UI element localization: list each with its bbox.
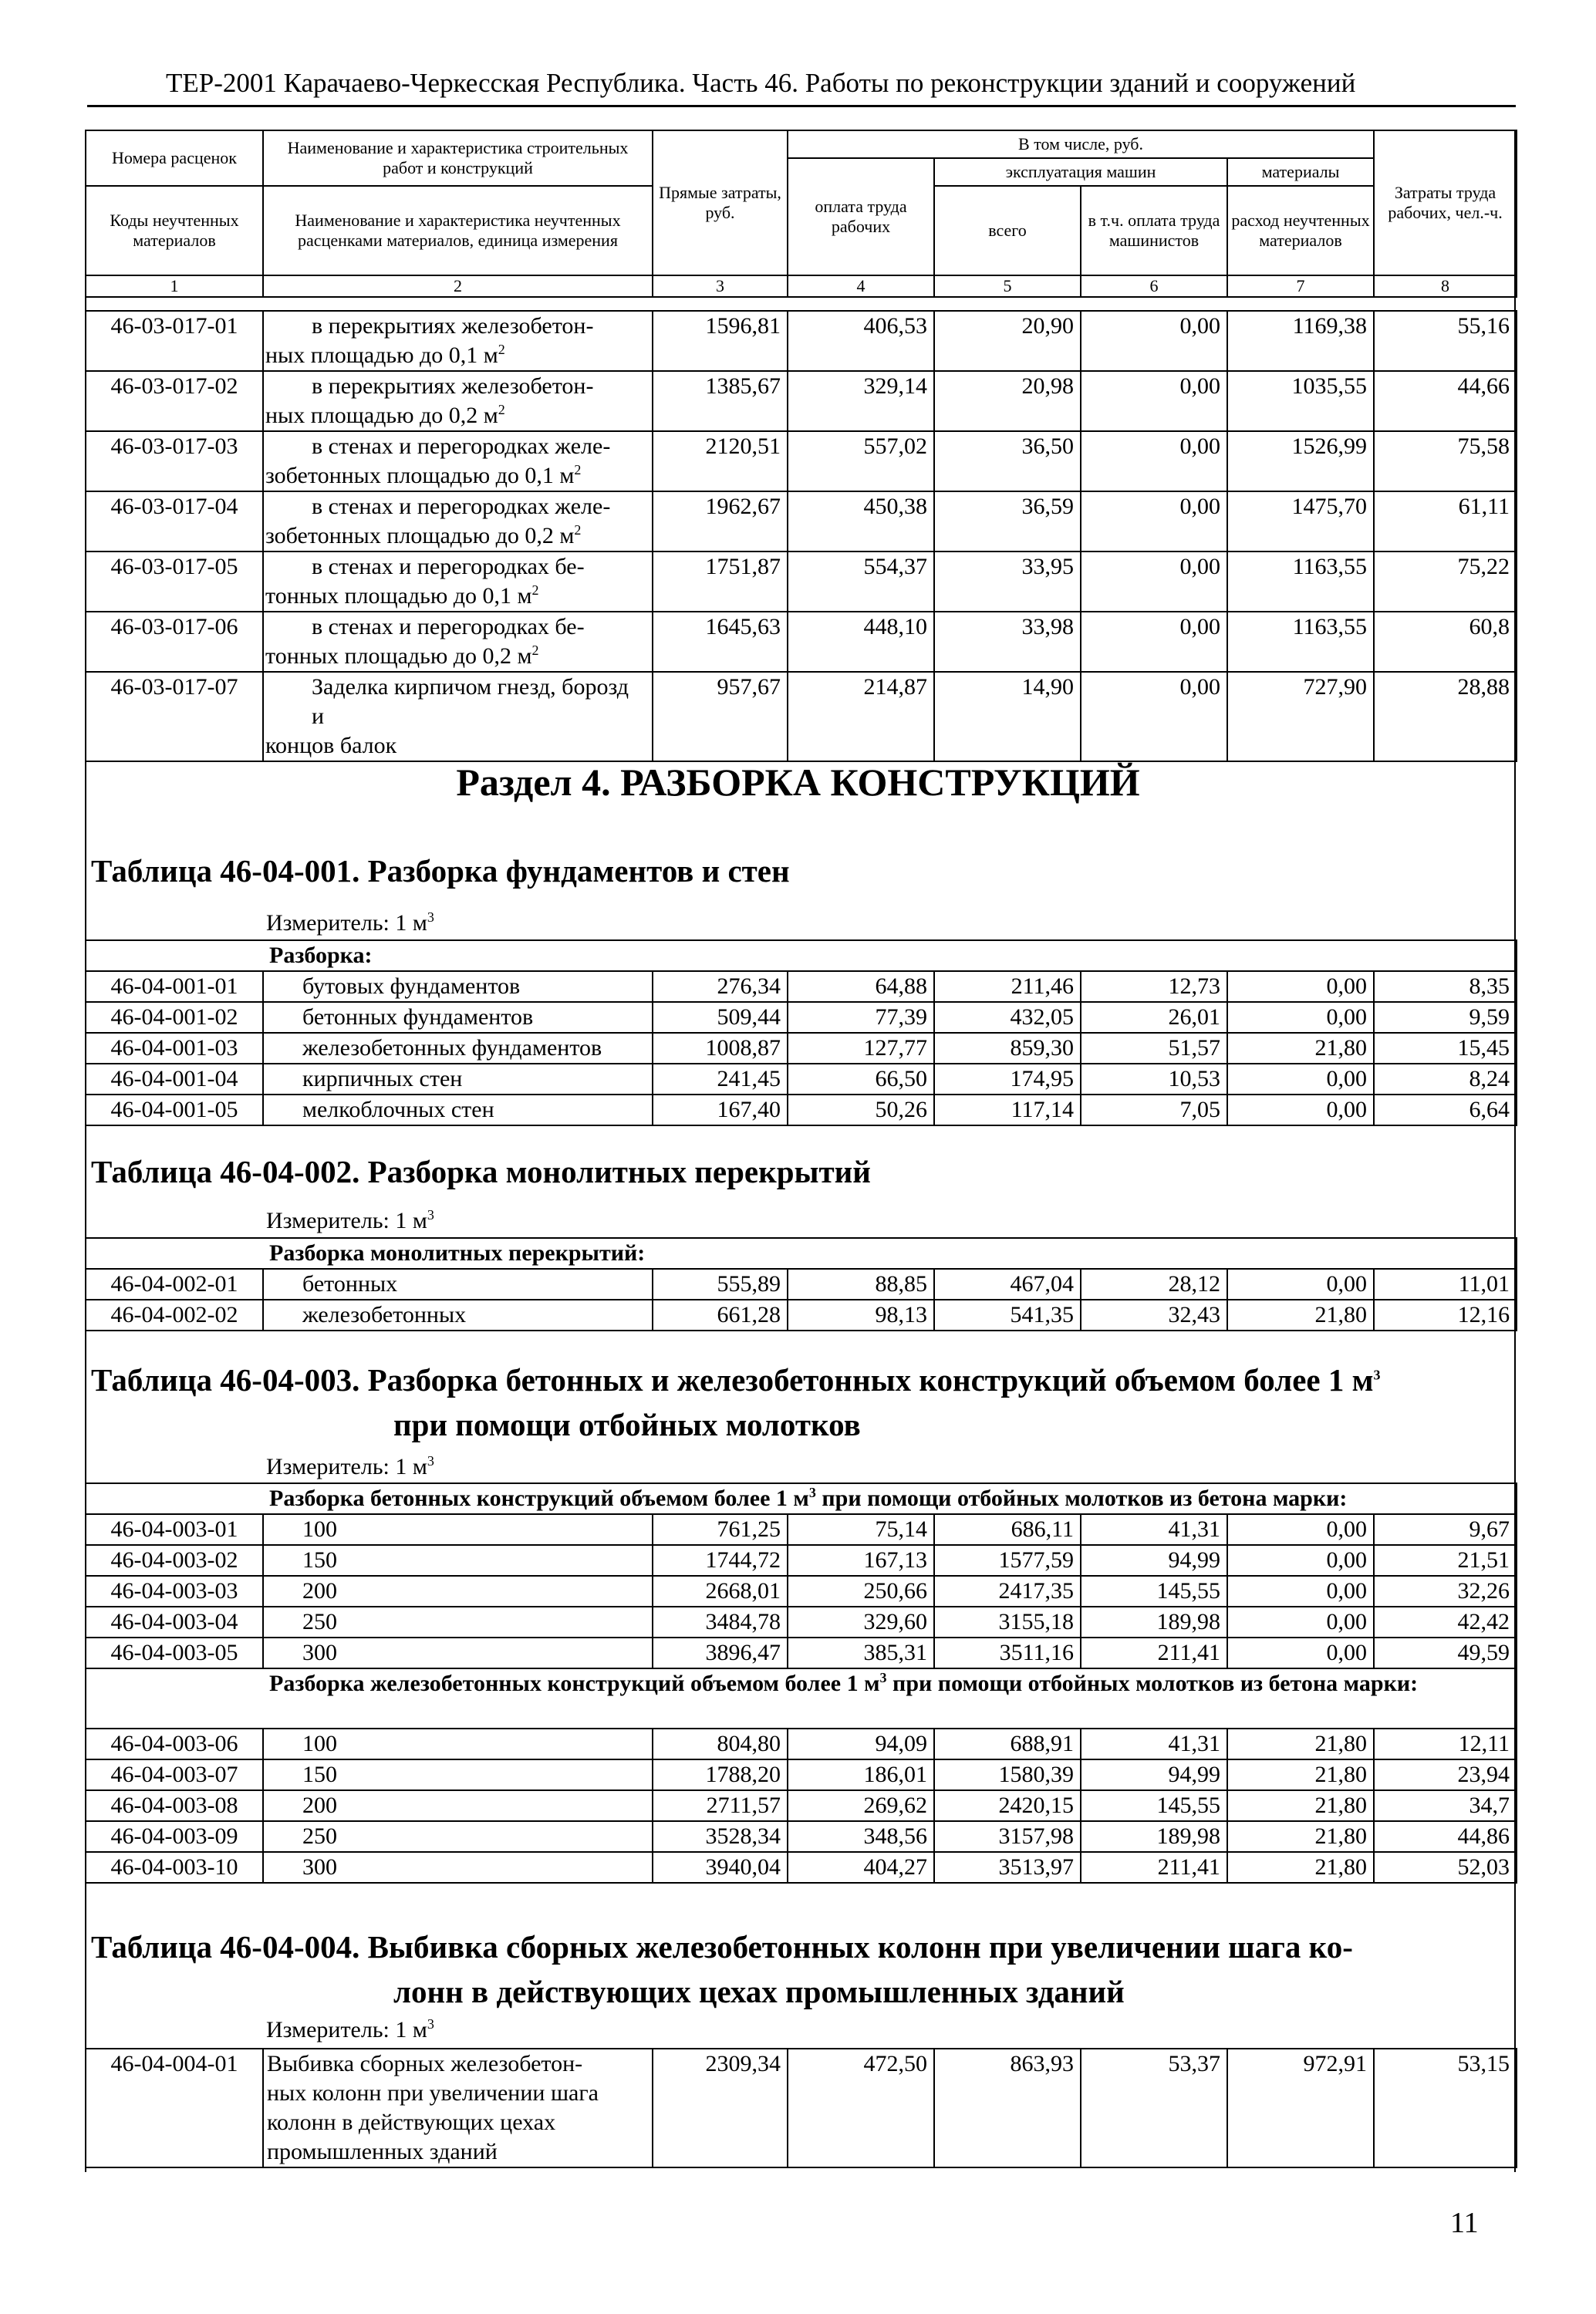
value-cell: 1035,55: [1227, 371, 1374, 431]
value-cell: 0,00: [1081, 371, 1227, 431]
value-cell: 1788,20: [653, 1759, 788, 1790]
value-cell: 88,85: [788, 1269, 934, 1300]
value-cell: 21,80: [1227, 1821, 1374, 1852]
value-cell: 250,66: [788, 1576, 934, 1607]
group-label: Разборка:: [263, 940, 1517, 971]
value-cell: 957,67: [653, 672, 788, 761]
work-description: Заделка кирпичом гнезд, борозд и концов балок: [263, 672, 653, 761]
work-description: в стенах и перегородках бе- тонных площадью до 0,2 $м^2$: [263, 612, 653, 672]
rate-code: 46-04-004-01: [86, 2049, 263, 2167]
work-description: 100: [263, 1514, 653, 1545]
value-cell: 406,53: [788, 311, 934, 371]
value-cell: 0,00: [1227, 1607, 1374, 1638]
rate-code: 46-03-017-05: [86, 552, 263, 612]
table-row: [86, 672, 1517, 761]
value-cell: 1526,99: [1227, 431, 1374, 491]
value-cell: 167,13: [788, 1545, 934, 1576]
table-row: [86, 371, 1517, 431]
value-cell: 0,00: [1227, 1095, 1374, 1125]
column-header-table: [85, 130, 1517, 298]
table-46-04-001: [85, 939, 1517, 1126]
value-cell: 36,59: [934, 491, 1081, 552]
rate-code: 46-03-017-07: [86, 672, 263, 761]
value-cell: 127,77: [788, 1033, 934, 1064]
section-title: Раздел 4. РАЗБОРКА КОНСТРУКЦИЙ: [456, 761, 1140, 804]
value-cell: 761,25: [653, 1514, 788, 1545]
table-row: [86, 1729, 1517, 1759]
work-description: мелкоблочных стен: [263, 1095, 653, 1125]
table-002-title: Таблица 46-04-002. Разборка монолитных перекрытий: [91, 1154, 871, 1189]
value-cell: 1751,87: [653, 552, 788, 612]
table-row: [86, 1269, 1517, 1300]
work-description: железобетонных: [263, 1300, 653, 1331]
value-cell: 14,90: [934, 672, 1081, 761]
value-cell: 276,34: [653, 971, 788, 1002]
value-cell: 1577,59: [934, 1545, 1081, 1576]
header-materials: материалы: [1227, 158, 1374, 186]
header-material-names: Наименование и характеристика неучтенных расценками материалов, единица измерения: [263, 186, 653, 275]
group-label: Разборка железобетонных конструкций объемом более 1 $м^3$ при помощи отбойных молотков из бетона марки:: [263, 1668, 1517, 1729]
work-description: в стенах и перегородках желе- зобетонных площадью до 0,1 $м^2$: [263, 431, 653, 491]
value-cell: 0,00: [1081, 672, 1227, 761]
value-cell: 32,26: [1374, 1576, 1517, 1607]
rate-code: 46-03-017-01: [86, 311, 263, 371]
value-cell: 2309,34: [653, 2049, 788, 2167]
work-description: 100: [263, 1729, 653, 1759]
value-cell: 94,99: [1081, 1759, 1227, 1790]
header-rule: [87, 105, 1516, 107]
group-label: Разборка бетонных конструкций объемом более 1 $м^3$ при помощи отбойных молотков из бетона марки:: [263, 1483, 1517, 1514]
value-cell: 3513,97: [934, 1852, 1081, 1883]
value-cell: 189,98: [1081, 1821, 1227, 1852]
value-cell: 9,67: [1374, 1514, 1517, 1545]
work-description: 200: [263, 1790, 653, 1821]
header-worker-pay: оплата труда рабочих: [788, 158, 934, 275]
value-cell: 94,09: [788, 1729, 934, 1759]
value-cell: 0,00: [1227, 971, 1374, 1002]
value-cell: 77,39: [788, 1002, 934, 1033]
value-cell: 0,00: [1081, 431, 1227, 491]
value-cell: 211,46: [934, 971, 1081, 1002]
value-cell: 3528,34: [653, 1821, 788, 1852]
work-description: бетонных: [263, 1269, 653, 1300]
value-cell: 1169,38: [1227, 311, 1374, 371]
rate-code: 46-03-017-04: [86, 491, 263, 552]
value-cell: 145,55: [1081, 1576, 1227, 1607]
value-cell: 329,14: [788, 371, 934, 431]
work-description: 300: [263, 1638, 653, 1668]
work-description: Выбивка сборных железобетон- ных колонн при увеличении шага колонн в действующих цехах промышленных зданий: [263, 2049, 653, 2167]
work-description: 150: [263, 1759, 653, 1790]
value-cell: 28,88: [1374, 672, 1517, 761]
value-cell: 12,16: [1374, 1300, 1517, 1331]
value-cell: 10,53: [1081, 1064, 1227, 1095]
value-cell: 41,31: [1081, 1514, 1227, 1545]
value-cell: 557,02: [788, 431, 934, 491]
value-cell: 0,00: [1081, 612, 1227, 672]
value-cell: 0,00: [1227, 1514, 1374, 1545]
value-cell: 0,00: [1227, 1269, 1374, 1300]
value-cell: 2420,15: [934, 1790, 1081, 1821]
rate-code: 46-03-017-03: [86, 431, 263, 491]
value-cell: 9,59: [1374, 1002, 1517, 1033]
value-cell: 75,22: [1374, 552, 1517, 612]
rate-code: 46-04-001-05: [86, 1095, 263, 1125]
value-cell: 21,51: [1374, 1545, 1517, 1576]
header-including: В том числе, руб.: [788, 130, 1374, 158]
header-material-codes: Коды неучтенных материалов: [86, 186, 263, 275]
value-cell: 727,90: [1227, 672, 1374, 761]
work-description: в перекрытиях железобетон- ных площадью до 0,2 $м^2$: [263, 371, 653, 431]
value-cell: 28,12: [1081, 1269, 1227, 1300]
value-cell: 863,93: [934, 2049, 1081, 2167]
table-46-04-002: [85, 1237, 1517, 1331]
value-cell: 12,73: [1081, 971, 1227, 1002]
value-cell: 186,01: [788, 1759, 934, 1790]
value-cell: 55,16: [1374, 311, 1517, 371]
value-cell: 42,42: [1374, 1607, 1517, 1638]
value-cell: 33,95: [934, 552, 1081, 612]
work-description: в стенах и перегородках желе- зобетонных площадью до 0,2 $м^2$: [263, 491, 653, 552]
value-cell: 21,80: [1227, 1852, 1374, 1883]
value-cell: 509,44: [653, 1002, 788, 1033]
value-cell: 20,98: [934, 371, 1081, 431]
value-cell: 8,35: [1374, 971, 1517, 1002]
value-cell: 98,13: [788, 1300, 934, 1331]
value-cell: 3155,18: [934, 1607, 1081, 1638]
value-cell: 75,14: [788, 1514, 934, 1545]
value-cell: 1385,67: [653, 371, 788, 431]
work-description: бетонных фундаментов: [263, 1002, 653, 1033]
value-cell: 3940,04: [653, 1852, 788, 1883]
header-direct-costs: Прямые затраты, руб.: [653, 130, 788, 275]
value-cell: 3511,16: [934, 1638, 1081, 1668]
page-header: ТЕР-2001 Карачаево-Черкесская Республика. Часть 46. Работы по реконструкции зданий и сооружений: [166, 68, 1356, 98]
value-cell: 15,45: [1374, 1033, 1517, 1064]
rate-code: 46-04-001-03: [86, 1033, 263, 1064]
value-cell: 34,7: [1374, 1790, 1517, 1821]
table-row: [86, 1607, 1517, 1638]
value-cell: 36,50: [934, 431, 1081, 491]
rate-code: 46-04-001-02: [86, 1002, 263, 1033]
measure-label: Измеритель: 1 $м^3$: [266, 2016, 434, 2042]
value-cell: 541,35: [934, 1300, 1081, 1331]
value-cell: 3896,47: [653, 1638, 788, 1668]
measure-label: Измеритель: 1 $м^3$: [266, 1207, 434, 1233]
work-description: 200: [263, 1576, 653, 1607]
value-cell: 49,59: [1374, 1638, 1517, 1668]
table-row: [86, 1638, 1517, 1668]
value-cell: 21,80: [1227, 1759, 1374, 1790]
col-num: 3: [653, 275, 788, 297]
value-cell: 554,37: [788, 552, 934, 612]
value-cell: 432,05: [934, 1002, 1081, 1033]
value-cell: 404,27: [788, 1852, 934, 1883]
work-description: железобетонных фундаментов: [263, 1033, 653, 1064]
table-003-title: Таблица 46-04-003. Разборка бетонных и железобетонных конструкций объемом более 1 $м^3$ при помощи отбойных молотков: [91, 1362, 1381, 1442]
table-row: [86, 1790, 1517, 1821]
value-cell: 61,11: [1374, 491, 1517, 552]
header-work-name: Наименование и характеристика строительных работ и конструкций: [263, 130, 653, 186]
work-description: в перекрытиях железобетон- ных площадью до 0,1 $м^2$: [263, 311, 653, 371]
rate-code: 46-03-017-06: [86, 612, 263, 672]
value-cell: 0,00: [1227, 1545, 1374, 1576]
table-row: [86, 1759, 1517, 1790]
value-cell: 26,01: [1081, 1002, 1227, 1033]
value-cell: 167,40: [653, 1095, 788, 1125]
measure-label: Измеритель: 1 $м^3$: [266, 1453, 434, 1479]
value-cell: 2417,35: [934, 1576, 1081, 1607]
value-cell: 2120,51: [653, 431, 788, 491]
value-cell: 0,00: [1227, 1638, 1374, 1668]
value-cell: 2711,57: [653, 1790, 788, 1821]
value-cell: 174,95: [934, 1064, 1081, 1095]
value-cell: 1596,81: [653, 311, 788, 371]
rate-code: 46-04-003-01: [86, 1514, 263, 1545]
value-cell: 53,15: [1374, 2049, 1517, 2167]
value-cell: 385,31: [788, 1638, 934, 1668]
value-cell: 94,99: [1081, 1545, 1227, 1576]
table-row: [86, 311, 1517, 371]
value-cell: 1744,72: [653, 1545, 788, 1576]
rate-code: 46-04-003-02: [86, 1545, 263, 1576]
value-cell: 0,00: [1081, 552, 1227, 612]
work-description: бутовых фундаментов: [263, 971, 653, 1002]
work-description: 250: [263, 1607, 653, 1638]
value-cell: 329,60: [788, 1607, 934, 1638]
work-description: 150: [263, 1545, 653, 1576]
value-cell: 8,24: [1374, 1064, 1517, 1095]
rate-code: 46-04-003-10: [86, 1852, 263, 1883]
value-cell: 21,80: [1227, 1300, 1374, 1331]
value-cell: 6,64: [1374, 1095, 1517, 1125]
rate-code: 46-04-003-05: [86, 1638, 263, 1668]
value-cell: 12,11: [1374, 1729, 1517, 1759]
rate-code: 46-03-017-02: [86, 371, 263, 431]
value-cell: 21,80: [1227, 1729, 1374, 1759]
table-row: [86, 612, 1517, 672]
table-row: [86, 1821, 1517, 1852]
value-cell: 661,28: [653, 1300, 788, 1331]
value-cell: 348,56: [788, 1821, 934, 1852]
table-001-title: Таблица 46-04-001. Разборка фундаментов и стен: [91, 853, 790, 889]
value-cell: 1962,67: [653, 491, 788, 552]
col-num: 2: [263, 275, 653, 297]
value-cell: 75,58: [1374, 431, 1517, 491]
value-cell: 20,90: [934, 311, 1081, 371]
table-row: [86, 552, 1517, 612]
work-description: 300: [263, 1852, 653, 1883]
value-cell: 972,91: [1227, 2049, 1374, 2167]
header-machinist-pay: в т.ч. оплата труда машинистов: [1081, 186, 1227, 275]
value-cell: 145,55: [1081, 1790, 1227, 1821]
value-cell: 3484,78: [653, 1607, 788, 1638]
table-row: [86, 1095, 1517, 1125]
value-cell: 859,30: [934, 1033, 1081, 1064]
value-cell: 11,01: [1374, 1269, 1517, 1300]
col-num: 1: [86, 275, 263, 297]
table-004-title: Таблица 46-04-004. Выбивка сборных железобетонных колонн при увеличении шага ко- лонн в действующих цехах промышленных зданий: [91, 1929, 1353, 2009]
table-row: [86, 2049, 1517, 2167]
value-cell: 117,14: [934, 1095, 1081, 1125]
rate-code: 46-04-002-01: [86, 1269, 263, 1300]
value-cell: 448,10: [788, 612, 934, 672]
value-cell: 804,80: [653, 1729, 788, 1759]
value-cell: 211,41: [1081, 1638, 1227, 1668]
value-cell: 0,00: [1081, 311, 1227, 371]
table-row: [86, 1033, 1517, 1064]
rate-code: 46-04-003-07: [86, 1759, 263, 1790]
value-cell: 50,26: [788, 1095, 934, 1125]
rate-code: 46-04-003-09: [86, 1821, 263, 1852]
value-cell: 214,87: [788, 672, 934, 761]
value-cell: 450,38: [788, 491, 934, 552]
col-num: 7: [1227, 275, 1374, 297]
table-row: [86, 1852, 1517, 1883]
value-cell: 7,05: [1081, 1095, 1227, 1125]
col-num: 5: [934, 275, 1081, 297]
table-row: [86, 431, 1517, 491]
value-cell: 211,41: [1081, 1852, 1227, 1883]
value-cell: 1008,87: [653, 1033, 788, 1064]
header-machines-total: всего: [934, 186, 1081, 275]
work-description: кирпичных стен: [263, 1064, 653, 1095]
rate-code: 46-04-001-01: [86, 971, 263, 1002]
value-cell: 66,50: [788, 1064, 934, 1095]
header-material-consumption: расход неучтенных материалов: [1227, 186, 1374, 275]
value-cell: 241,45: [653, 1064, 788, 1095]
value-cell: 1475,70: [1227, 491, 1374, 552]
table-row: [86, 1545, 1517, 1576]
value-cell: 0,00: [1227, 1064, 1374, 1095]
value-cell: 467,04: [934, 1269, 1081, 1300]
value-cell: 472,50: [788, 2049, 934, 2167]
value-cell: 0,00: [1227, 1002, 1374, 1033]
col-num: 6: [1081, 275, 1227, 297]
rate-code: 46-04-003-03: [86, 1576, 263, 1607]
value-cell: 555,89: [653, 1269, 788, 1300]
value-cell: 33,98: [934, 612, 1081, 672]
value-cell: 1163,55: [1227, 612, 1374, 672]
value-cell: 64,88: [788, 971, 934, 1002]
value-cell: 41,31: [1081, 1729, 1227, 1759]
work-description: 250: [263, 1821, 653, 1852]
measure-label: Измеритель: 1 $м^3$: [266, 909, 434, 936]
value-cell: 1163,55: [1227, 552, 1374, 612]
value-cell: 53,37: [1081, 2049, 1227, 2167]
value-cell: 189,98: [1081, 1607, 1227, 1638]
value-cell: 51,57: [1081, 1033, 1227, 1064]
header-labor-hours: Затраты труда рабочих, чел.-ч.: [1374, 130, 1517, 275]
rate-code: 46-04-002-02: [86, 1300, 263, 1331]
value-cell: 3157,98: [934, 1821, 1081, 1852]
table-row: [86, 1300, 1517, 1331]
table-row: [86, 971, 1517, 1002]
value-cell: 23,94: [1374, 1759, 1517, 1790]
rate-code: 46-04-003-04: [86, 1607, 263, 1638]
value-cell: 688,91: [934, 1729, 1081, 1759]
col-num: 4: [788, 275, 934, 297]
value-cell: 44,86: [1374, 1821, 1517, 1852]
rate-code: 46-04-001-04: [86, 1064, 263, 1095]
value-cell: 1580,39: [934, 1759, 1081, 1790]
table-46-04-003: [85, 1483, 1517, 1884]
value-cell: 0,00: [1081, 491, 1227, 552]
value-cell: 0,00: [1227, 1576, 1374, 1607]
table-row: [86, 1576, 1517, 1607]
table-row: [86, 1064, 1517, 1095]
table-row: [86, 1514, 1517, 1545]
value-cell: 686,11: [934, 1514, 1081, 1545]
table-row: [86, 491, 1517, 552]
header-machine-operation: эксплуатация машин: [934, 158, 1227, 186]
page-number: 11: [1450, 2207, 1479, 2239]
work-description: в стенах и перегородках бе- тонных площадью до 0,1 $м^2$: [263, 552, 653, 612]
rate-code: 46-04-003-06: [86, 1729, 263, 1759]
table-46-04-004: [85, 2048, 1517, 2168]
value-cell: 21,80: [1227, 1790, 1374, 1821]
group-label: Разборка монолитных перекрытий:: [263, 1238, 1517, 1269]
value-cell: 1645,63: [653, 612, 788, 672]
value-cell: 269,62: [788, 1790, 934, 1821]
value-cell: 60,8: [1374, 612, 1517, 672]
value-cell: 44,66: [1374, 371, 1517, 431]
value-cell: 21,80: [1227, 1033, 1374, 1064]
table-row: [86, 1002, 1517, 1033]
value-cell: 52,03: [1374, 1852, 1517, 1883]
table-46-03-017: [85, 310, 1517, 762]
header-rate-numbers: Номера расценок: [86, 130, 263, 186]
value-cell: 32,43: [1081, 1300, 1227, 1331]
rate-code: 46-04-003-08: [86, 1790, 263, 1821]
value-cell: 2668,01: [653, 1576, 788, 1607]
col-num: 8: [1374, 275, 1517, 297]
